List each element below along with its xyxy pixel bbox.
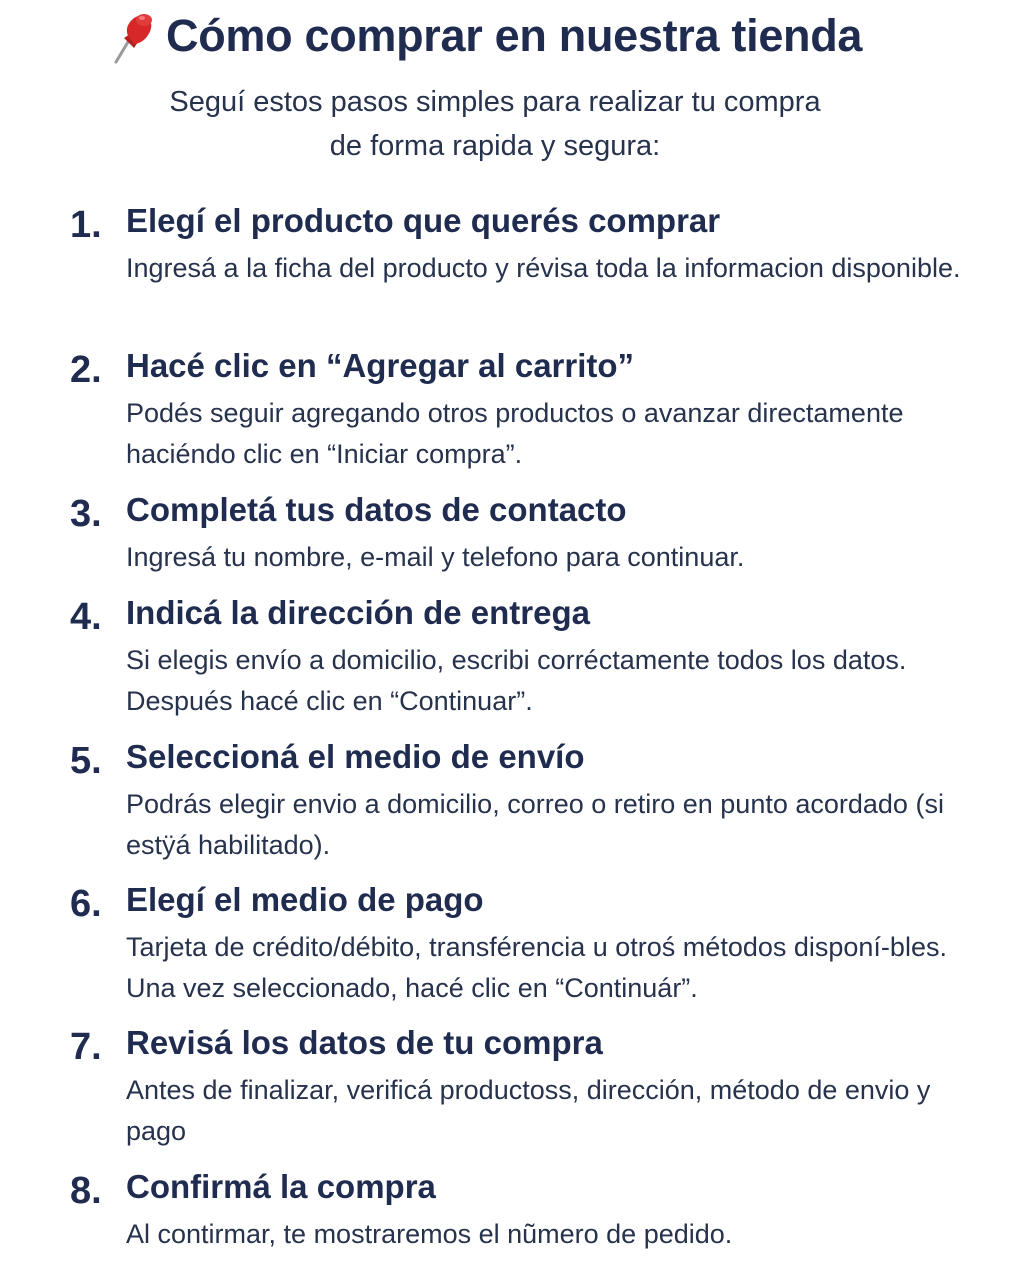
title-row [110,6,862,66]
step-number: 1. [70,204,102,246]
step-number: 7. [70,1026,102,1068]
step-title: Hacé clic en “Agregar al carrito” [126,347,635,384]
step-number: 2. [70,349,102,391]
step-description: Podrás elegir envio a domicilio, correo o retiro en punto acordado (si estÿá habilitado). [126,789,944,860]
step-number: 8. [70,1170,102,1212]
page-title: Cómo comprar en nuestra tienda [166,10,863,61]
step-number: 3. [70,493,102,535]
step-number: 5. [70,740,102,782]
step-number: 6. [70,883,102,925]
step-description: Tarjeta de crédito/débito, transférencia u otroś métodos disponí-bles. Una vez seleccionado, hacé clic en “Continuár”. [126,932,947,1003]
pushpin-icon [110,8,156,64]
step-description: Ingresá tu nombre, e-mail y telefono para continuar. [126,542,745,572]
step-description: Si elegis envío a domicilio, escribi corréctamente todos los datos. Después hacé clic en “Continuar”. [126,645,907,716]
page-subtitle [0,80,990,168]
step-title: Revisá los datos de tu compra [126,1024,603,1061]
step-title: Indicá la dirección de entrega [126,594,590,631]
step-title: Elegí el medio de pago [126,881,484,918]
step-description: Podés seguir agregando otros productos o avanzar directamente haciéndo clic en “Iniciar compra”. [126,398,904,469]
step-number: 4. [70,596,102,638]
step-description: Al contirmar, te mostraremos el nũmero de pedido. [126,1219,733,1249]
step-title: Confirmá la compra [126,1168,436,1205]
step-description: Ingresá a la ficha del producto y révisa toda la informacion disponible. [126,253,961,283]
subtitle-line: Seguí estos pasos simples para realizar tu compra [169,86,821,118]
step-description: Antes de finalizar, verificá productoss, dirección, método de envio y pago [126,1075,931,1146]
step-title: Seleccioná el medio de envío [126,738,585,775]
step-title: Elegí el producto que querés comprar [126,202,721,239]
subtitle-line: de forma rapida y segura: [329,130,661,162]
step-title: Completá tus datos de contacto [126,491,627,528]
